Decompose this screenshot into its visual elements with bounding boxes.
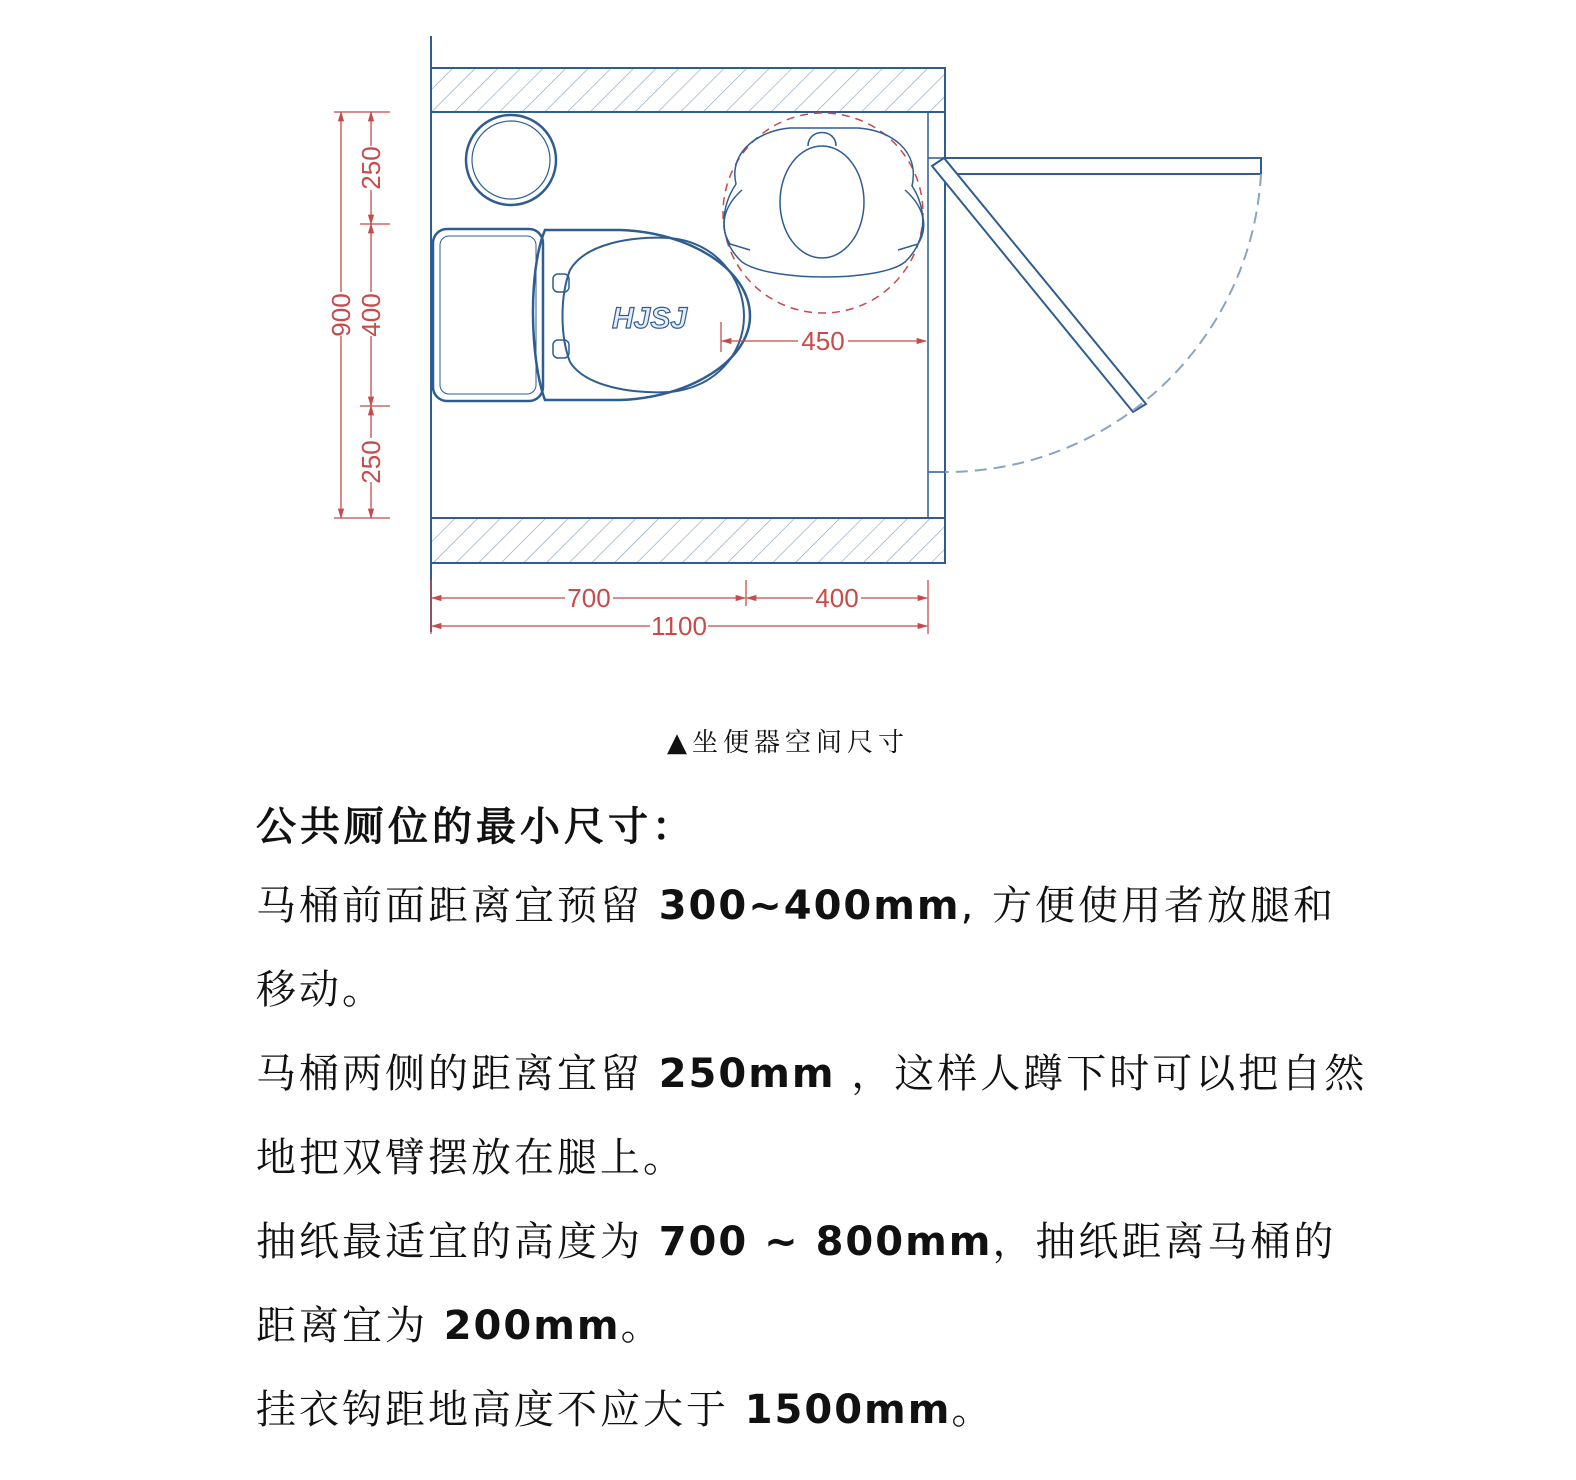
vertical-dimension-labels bbox=[326, 146, 386, 484]
p4-text-a: 挂衣钩距地高度不应大于 bbox=[256, 1387, 745, 1433]
toilet-paper-roll-inner bbox=[472, 121, 550, 199]
p3-text-a: 抽纸最适宜的高度为 bbox=[256, 1219, 659, 1265]
dim-clearance: 450 bbox=[801, 326, 845, 356]
p4-value: 1500mm bbox=[744, 1387, 952, 1433]
paragraph-tissue-height bbox=[256, 1200, 1376, 1368]
dim-bottom-left: 700 bbox=[567, 583, 611, 613]
bottom-wall bbox=[431, 518, 945, 563]
toilet-paper-roll bbox=[466, 115, 556, 205]
figure-caption: ▲坐便器空间尺寸 bbox=[667, 728, 909, 758]
p2-value: 250mm bbox=[658, 1051, 836, 1097]
p2-text-c: ，这样人蹲下时可以把自然地把双臂摆放在腿上。 bbox=[256, 1051, 1368, 1181]
p4-text-c: 。 bbox=[951, 1387, 995, 1433]
dim-left-bottom: 250 bbox=[356, 440, 386, 484]
toilet-tank-inner bbox=[440, 236, 536, 394]
p3-text-e: 。 bbox=[620, 1303, 664, 1349]
dim-left-middle: 400 bbox=[356, 293, 386, 337]
toilet-floor-plan-diagram bbox=[0, 0, 1576, 700]
section-heading: 公共厕位的最小尺寸： bbox=[256, 804, 696, 850]
door-swing-leaf bbox=[932, 158, 1146, 412]
toilet-tank bbox=[433, 229, 543, 401]
p3-value-distance: 200mm bbox=[443, 1303, 621, 1349]
dim-bottom-total: 1100 bbox=[651, 611, 707, 641]
brand-logo: HJSJ bbox=[612, 302, 688, 335]
dim-left-top: 250 bbox=[356, 146, 386, 190]
dim-bottom-right: 400 bbox=[815, 583, 859, 613]
p1-value: 300~400mm bbox=[658, 883, 961, 929]
open-door-panel bbox=[945, 158, 1261, 174]
dim-left-total: 900 bbox=[326, 293, 356, 337]
p1-text-a: 马桶前面距离宜预留 bbox=[256, 883, 659, 929]
paragraph-hook-height bbox=[256, 1368, 1376, 1452]
clearance-circle bbox=[723, 113, 923, 313]
article-text bbox=[256, 790, 1376, 1452]
p2-text-a: 马桶两侧的距离宜留 bbox=[256, 1051, 659, 1097]
p3-value-height: 700 ~ 800mm bbox=[658, 1219, 993, 1265]
top-wall bbox=[431, 68, 945, 112]
paragraph-front-space bbox=[256, 864, 1376, 1032]
paragraph-side-space bbox=[256, 1032, 1376, 1200]
p3-text-c: ，抽纸距离马桶的距离宜为 bbox=[256, 1219, 1337, 1349]
person-top-view bbox=[724, 128, 924, 277]
p1-text-c: , 方便使用者放腿和移动。 bbox=[256, 883, 1337, 1013]
